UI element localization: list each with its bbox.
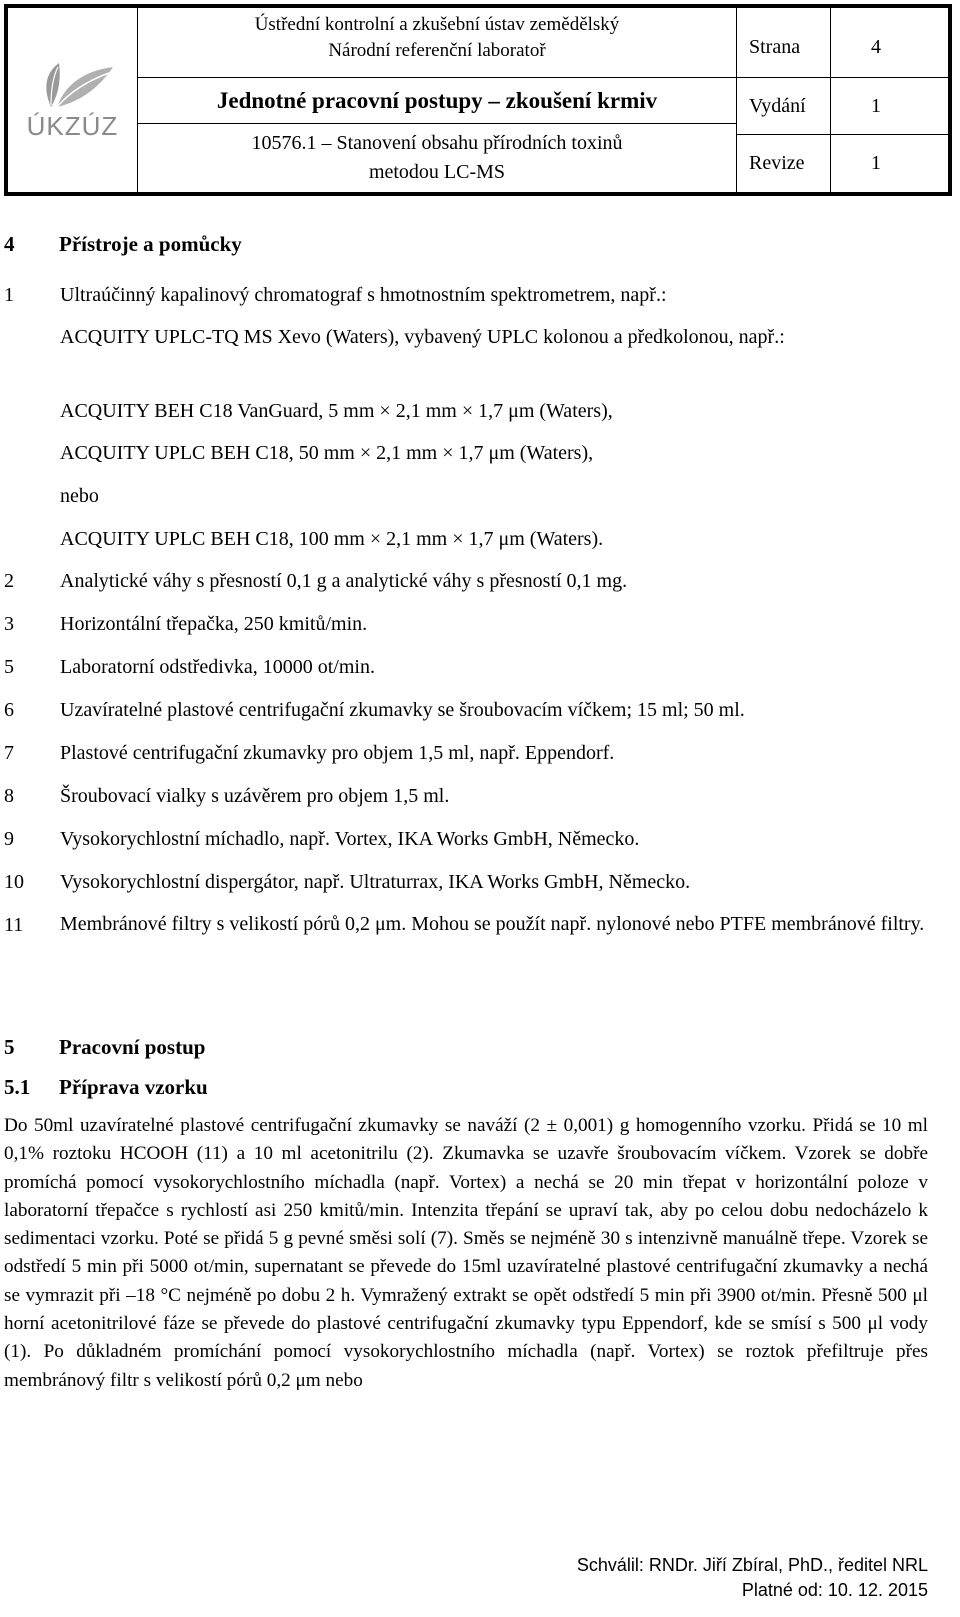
revision-label: Revize	[737, 135, 831, 192]
list-item: 9 Vysokorychlostní míchadlo, např. Vortex, IKA Works GmbH, Německo.	[4, 828, 640, 850]
document-title: Jednotné pracovní postupy – zkoušení krmiv	[138, 78, 737, 124]
revision-value: 1	[871, 152, 881, 174]
list-item-continuation: ACQUITY UPLC BEH C18, 50 mm × 2,1 mm × 1,7 μm (Waters),	[60, 442, 594, 464]
list-item: 3 Horizontální třepačka, 250 kmitů/min.	[4, 613, 368, 635]
institution-name: Ústřední kontrolní a zkušební ústav zemědělský Národní referenční laboratoř	[138, 8, 737, 78]
edition-revision	[737, 78, 948, 192]
section-5-1-heading: 5.1 Příprava vzorku	[4, 1075, 208, 1099]
approval-note: Schválil: RNDr. Jiří Zbíral, PhD., ředitel NRL	[576, 1555, 928, 1575]
list-item: 6 Uzavíratelné plastové centrifugační zkumavky se šroubovacím víčkem; 15 ml; 50 ml.	[4, 699, 745, 721]
list-item: 2 Analytické váhy s přesností 0,1 g a analytické váhy s přesností 0,1 mg.	[4, 570, 628, 592]
logo-text: ÚKZÚZ	[26, 110, 119, 141]
list-item: ACQUITY UPLC-TQ MS Xevo (Waters), vybavený UPLC kolonou a předkolonou, např.:	[60, 326, 785, 348]
page-number: 4	[831, 8, 948, 78]
valid-from-note: Platné od: 10. 12. 2015	[741, 1580, 928, 1600]
ukzuz-logo	[8, 8, 138, 192]
section-5-heading: 5 Pracovní postup	[4, 1035, 206, 1059]
document-header	[4, 4, 952, 196]
list-item: 7 Plastové centrifugační zkumavky pro objem 1,5 ml, např. Eppendorf.	[4, 742, 615, 764]
document-subtitle: 10576.1 – Stanovení obsahu přírodních toxinů metodou LC-MS	[138, 124, 737, 192]
list-item: 11 Membránové filtry s velikostí pórů 0,2 μm. Mohou se použít např. nylonové nebo PTFE membránové filtry.	[4, 913, 925, 936]
edition-value: 1	[831, 78, 948, 135]
list-item: 10 Vysokorychlostní dispergátor, např. Ultraturrax, IKA Works GmbH, Německo.	[4, 871, 691, 893]
list-item-continuation: nebo	[60, 485, 99, 507]
sample-preparation-paragraph: Do 50ml uzavíratelné plastové centrifugační zkumavky se naváží (2 ± 0,001) g homogenního vzorku. Přidá se 10 ml 0,1% roztoku HCOOH (11) a 10 ml acetonitrilu (2). Zkumavka se uzavře šroubovacím víčkem. Vzorek se dobře promíchá pomocí vysokorychlostního míchadla (např. Vortex) a nechá se 20 min třepat v horizontální poloze v laboratorní třepačce s rychlostí asi 250 kmitů/min. Intenzita třepání se upraví tak, aby po celou dobu nedocházelo k sedimentaci vzorku. Poté se přidá 5 g pevné směsi solí (7). Směs se nejméně 30 s intenzivně manuálně třepe. Vzorek se odstředí 5 min při 5000 ot/min, supernatant se převede do 15ml uzavíratelné plastové centrifugační zkumavky a nechá se vymrazit při –18 °C nejméně po dobu 2 h. Vymražený extrakt se opět odstředí 5 min při 3900 ot/min. Přesně 500 μl horní acetonitrilové fáze se převede do plastové centrifugační zkumavky typu Eppendorf, kde se smísí s 500 μl vody (1). Po důkladném promíchání pomocí vysokorychlostního míchadla (např. Vortex) se roztok přefiltruje přes membránový filtr s velikostí pórů 0,2 μm nebo	[4, 1115, 928, 1391]
list-item: 5 Laboratorní odstředivka, 10000 ot/min.	[4, 656, 375, 678]
section-4-heading: 4 Přístroje a pomůcky	[4, 232, 242, 256]
list-item: 8 Šroubovací vialky s uzávěrem pro objem 1,5 ml.	[4, 785, 450, 807]
page-label: Strana	[737, 8, 831, 78]
edition-label: Vydání	[737, 78, 831, 135]
list-item-continuation: ACQUITY BEH C18 VanGuard, 5 mm × 2,1 mm × 1,7 μm (Waters),	[60, 400, 613, 422]
list-item-continuation: ACQUITY UPLC BEH C18, 100 mm × 2,1 mm × 1,7 μm (Waters).	[60, 528, 604, 550]
leaf-logo-icon	[23, 59, 123, 109]
list-item: 1 Ultraúčinný kapalinový chromatograf s hmotnostním spektrometrem, např.:	[4, 284, 667, 306]
